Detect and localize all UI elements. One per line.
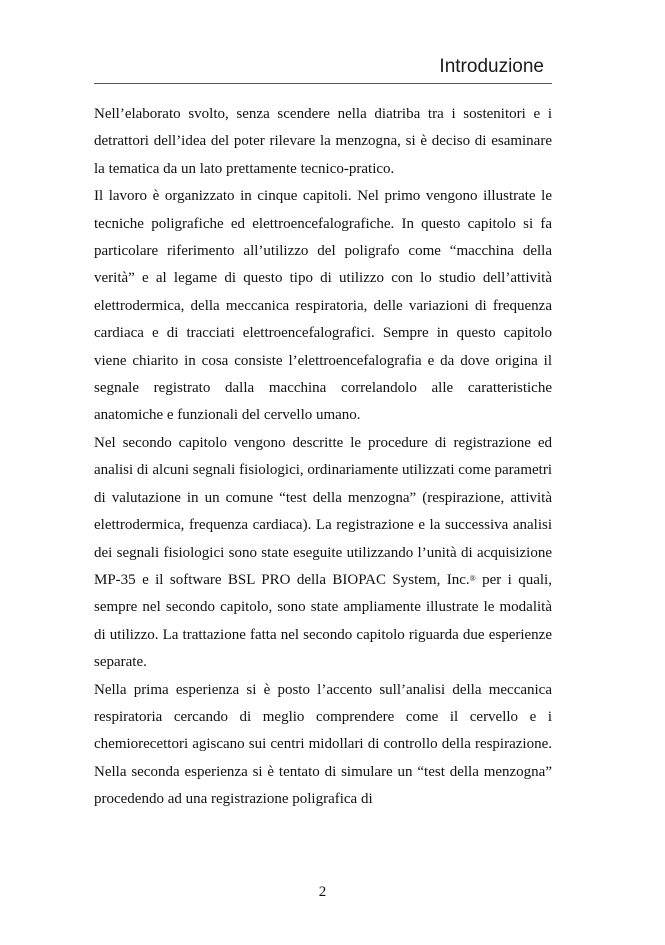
paragraph-2: Il lavoro è organizzato in cinque capitoli. Nel primo vengono illustrate le tecniche poligrafiche ed elettroencefalografiche. In questo capitolo si fa particolare riferimento all’utilizzo del poligrafo come “macchina della verità” e al legame di questo tipo di utilizzo con lo studio dell’attività elettrodermica, della meccanica respiratoria, delle variazioni di frequenza cardiaca e di tracciati elettroencefalografici. Sempre in questo capitolo viene chiarito in cosa consiste l’elettroencefalografia e da dove origina il segnale registrato dalla macchina correlandolo alle caratteristiche anatomiche e funzionali del cervello umano.	[94, 188, 552, 424]
page-number: 2	[318, 884, 327, 900]
paragraph-3	[94, 430, 552, 677]
paragraph-4: Nella prima esperienza si è posto l’accento sull’analisi della meccanica respiratoria cercando di meglio comprendere come il cervello e i chemiorecettori agiscano sui centri midollari di controllo della respirazione. Nella seconda esperienza si è tentato di simulare un “test della menzogna” procedendo ad una registrazione poligrafica di	[94, 681, 552, 808]
paragraph-1: Nell’elaborato svolto, senza scendere nella diatriba tra i sostenitori e i detrattori dell’idea del poter rilevare la menzogna, si è deciso di esaminare la tematica da un lato prettamente tecnico-pratico.	[94, 106, 552, 177]
paragraph-3-part-1: Nel secondo capitolo vengono descritte le procedure di registrazione ed analisi di alcuni segnali fisiologici, ordinariamente utilizzati come parametri di valutazione in un comune “test della menzogna” (respirazione, attività elettrodermica, frequenza cardiaca). La registrazione e la successiva analisi dei segnali fisiologici sono state eseguite utilizzando l’unità di acquisizione MP-35 e il software BSL PRO della BIOPAC System, Inc.	[94, 434, 552, 588]
header-title: Introduzione	[439, 56, 544, 77]
registered-mark: ®	[469, 573, 476, 583]
body-text	[94, 101, 552, 814]
paragraph-3-part-2: per i quali, sempre nel secondo capitolo, sono state ampliamente illustrate le modalità di utilizzo. La trattazione fatta nel secondo capitolo riguarda due esperienze separate.	[94, 571, 552, 671]
header-divider	[94, 83, 552, 84]
